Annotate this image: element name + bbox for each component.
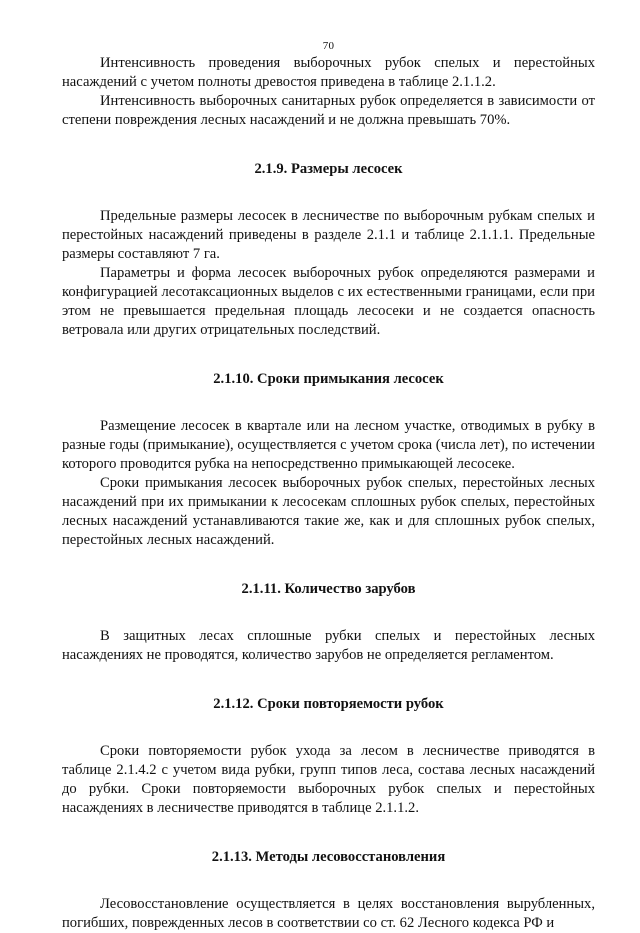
section-2-1-12-paragraph-1: Сроки повторяемости рубок ухода за лесом в лесничестве приводятся в таблице 2.1.4.2 с учетом вида рубки, групп типов леса, состава лесных насаждений до рубки. Сроки повторяемости выборочных рубок спелых и перестойных насаждениях в лесничестве приводятся в таблице 2.1.1.2. (62, 743, 595, 816)
section-heading-2-1-11: 2.1.11. Количество зарубов (241, 581, 416, 597)
section-2-1-13-paragraph-1: Лесовосстановление осуществляется в целях восстановления вырубленных, погибших, поврежденных лесов в соответствии со ст. 62 Лесного кодекса РФ и (62, 896, 595, 931)
document-body (62, 54, 595, 933)
section-heading-2-1-13: 2.1.13. Методы лесовосстановления (211, 849, 446, 865)
section-2-1-9-paragraph-1: Предельные размеры лесосек в лесничестве по выборочным рубкам спелых и перестойных насаждений приведены в разделе 2.1.1 и таблице 2.1.1.1. Предельные размеры составляют 7 га. (62, 208, 595, 262)
section-heading-2-1-9: 2.1.9. Размеры лесосек (254, 161, 403, 177)
section-2-1-10-paragraph-2: Сроки примыкания лесосек выборочных рубок спелых, перестойных лесных насаждений при их примыкании к лесосекам сплошных рубок спелых, перестойных лесных насаждений устанавливаются такие же, как и для сплошных рубок спелых, перестойных лесных насаждений. (62, 475, 595, 548)
section-2-1-11-paragraph-1: В защитных лесах сплошные рубки спелых и перестойных лесных насаждениях не проводятся, количество зарубов не определяется регламентом. (62, 628, 595, 663)
section-heading-2-1-12: 2.1.12. Сроки повторяемости рубок (213, 696, 444, 712)
section-2-1-10-paragraph-1: Размещение лесосек в квартале или на лесном участке, отводимых в рубку в разные годы (примыкание), осуществляется с учетом срока (числа лет), по истечении которого проводится рубка на непосредственно примыкающей лесосеке. (62, 418, 595, 472)
section-heading-2-1-10: 2.1.10. Сроки примыкания лесосек (213, 371, 444, 387)
section-2-1-9-paragraph-2: Параметры и форма лесосек выборочных рубок определяются размерами и конфигурацией лесотаксационных выделов с их естественными границами, если при этом не превышается предельная площадь лесосеки и не создается опасность ветровала или других отрицательных последствий. (62, 265, 595, 338)
page-number: 70 (322, 40, 335, 52)
intro-paragraph-2: Интенсивность выборочных санитарных рубок определяется в зависимости от степени повреждения лесных насаждений и не должна превышать 70%. (62, 93, 595, 128)
intro-paragraph-1: Интенсивность проведения выборочных рубок спелых и перестойных насаждений с учетом полноты древостоя приведена в таблице 2.1.1.2. (62, 55, 595, 90)
